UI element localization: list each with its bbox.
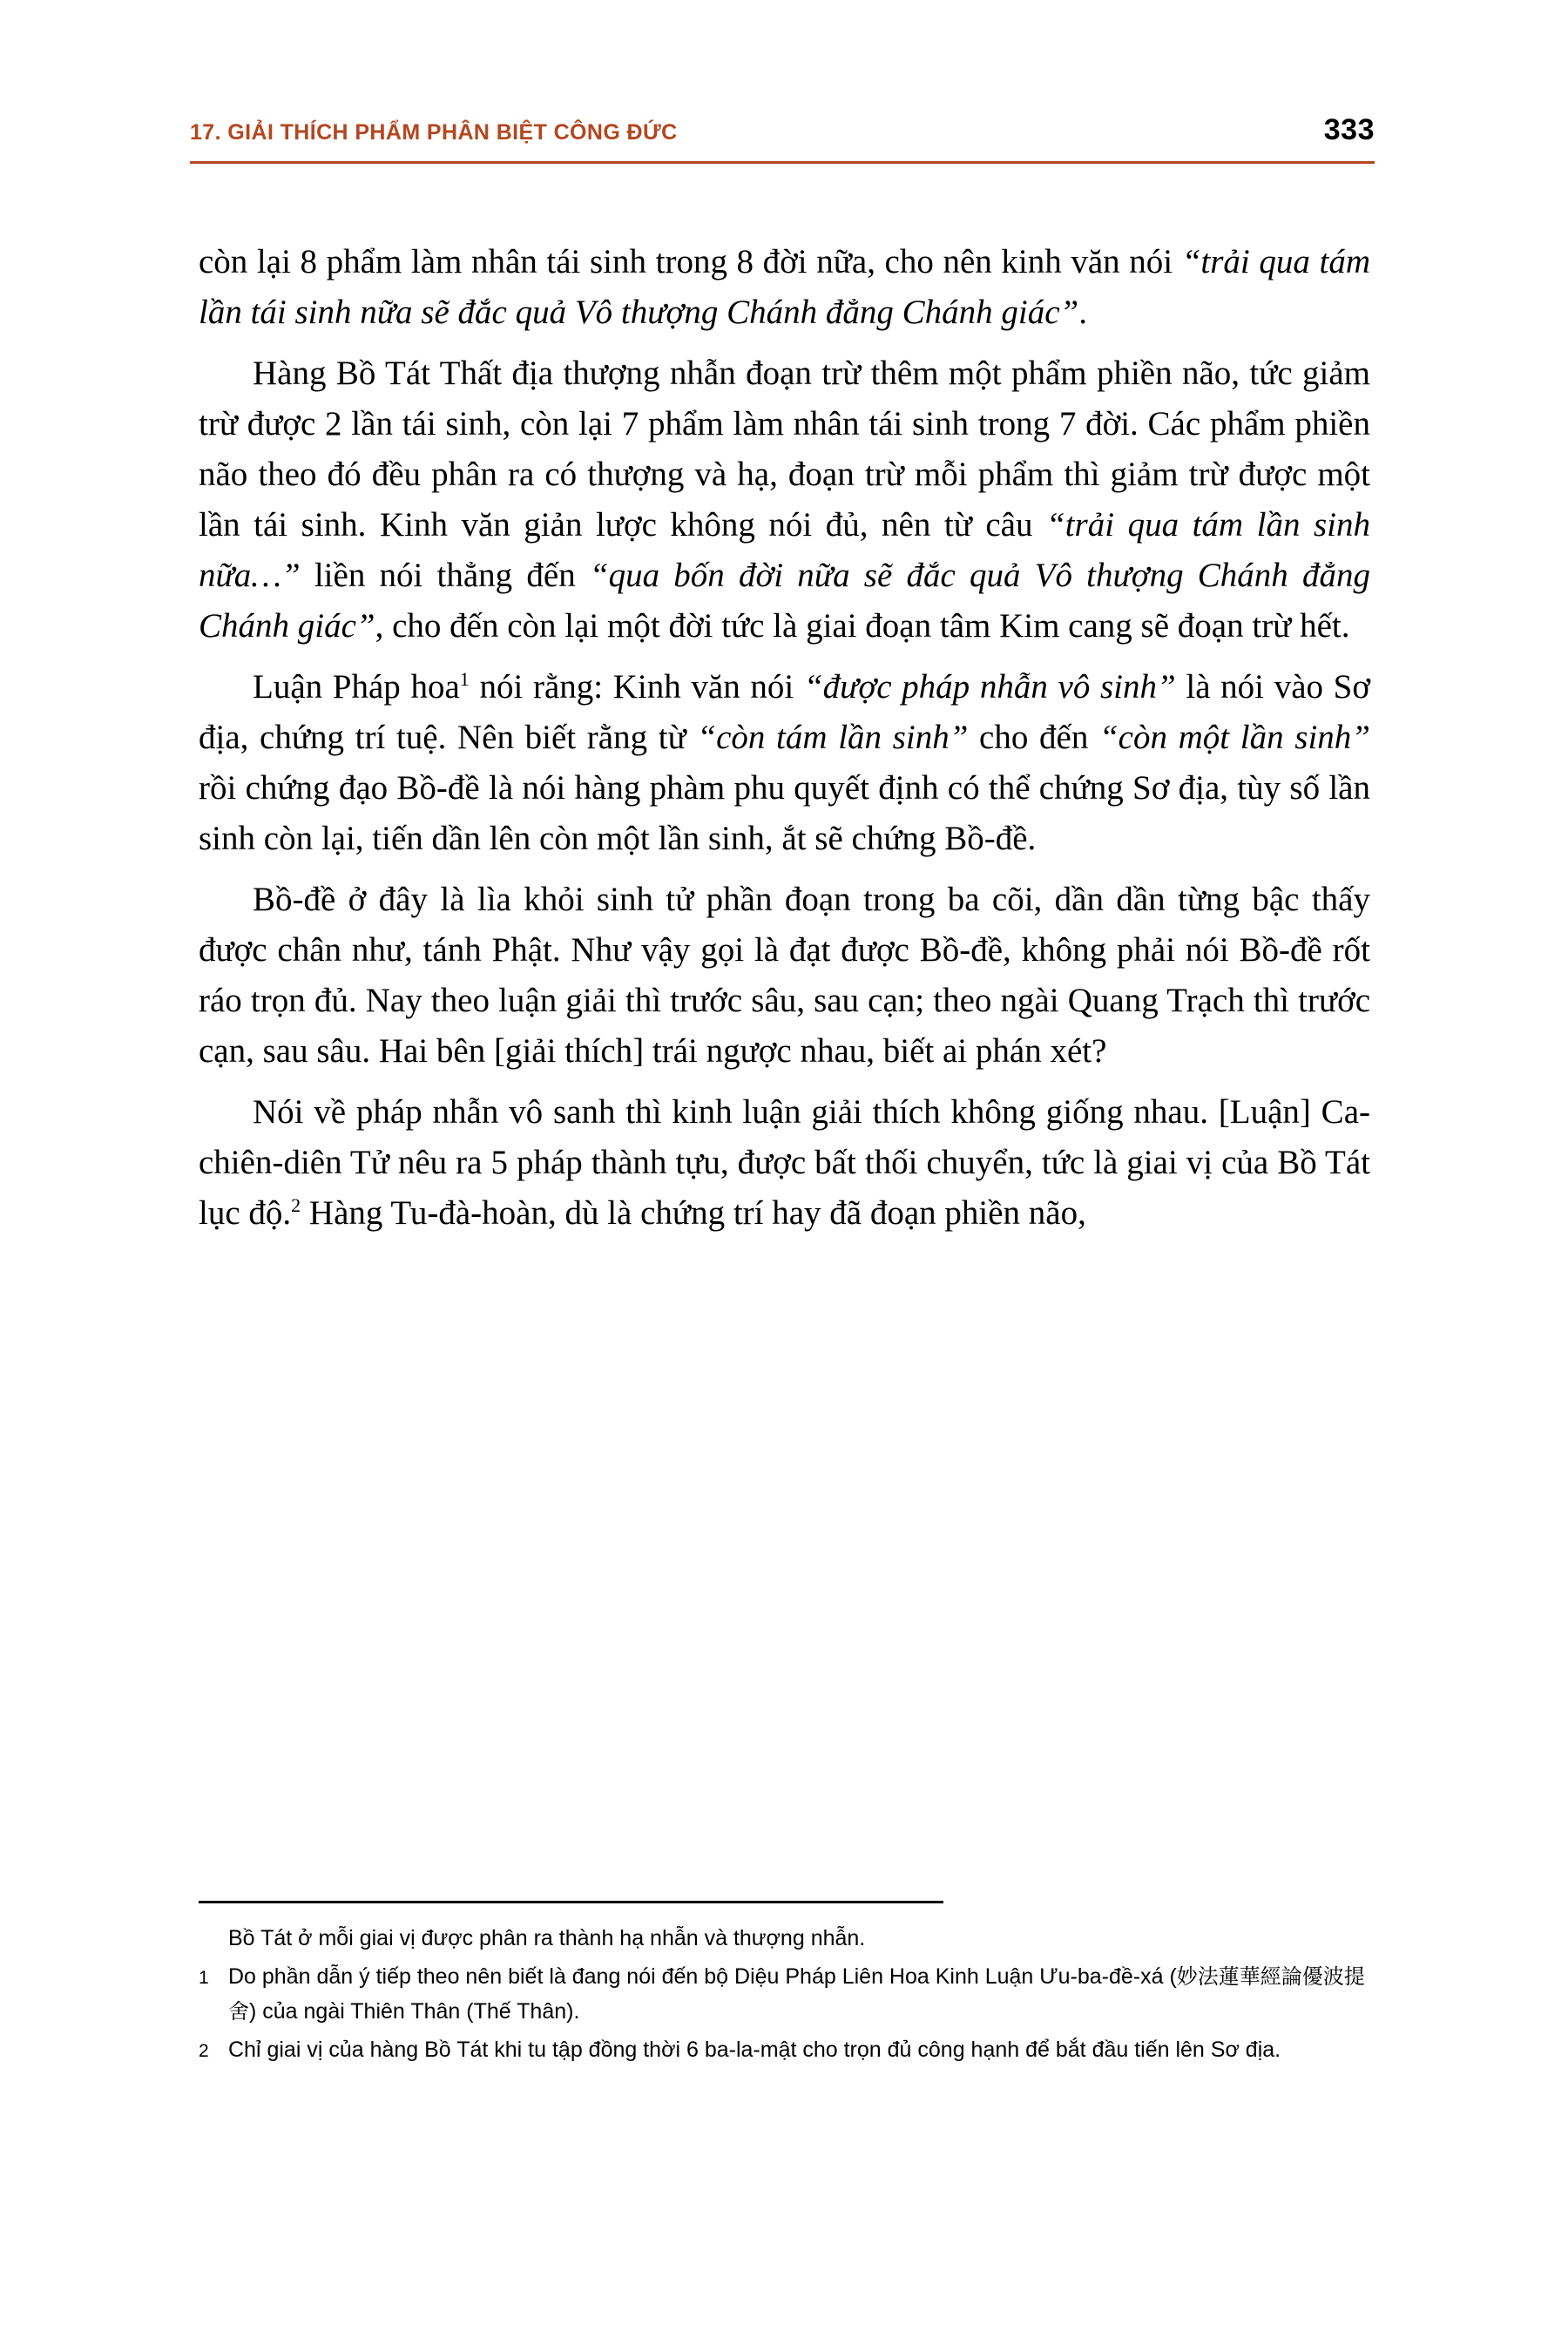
footnote-marker: 2 [199, 2041, 209, 2061]
text-run: ) của ngài Thiên Thân (Thế Thân). [249, 1999, 580, 2024]
text-run: Do phần dẫn ý tiếp theo nên biết là đang nói đến bộ Diệu Pháp Liên Hoa Kinh Luận Ưu-ba-đề-xá ( [228, 1964, 1177, 1989]
text-run: , cho đến còn lại một đời tức là giai đoạn tâm Kim cang sẽ đoạn trừ hết. [375, 607, 1350, 645]
footnote-reference: 2 [291, 1194, 301, 1216]
text-run: Hàng Bồ Tát Thất địa thượng nhẫn đoạn trừ thêm một phẩm phiền não, tức giảm trừ được 2 lần tái sinh, còn lại 7 phẩm làm nhân tái sinh trong 7 đời. Các phẩm phiền não theo đó đều phân ra có thượng và hạ, đoạn trừ mỗi phẩm thì giảm trừ được một lần tái sinh. Kinh văn giản lược không nói đủ, nên từ câu [199, 355, 1370, 544]
quoted-text: “được pháp nhẫn vô sinh” [803, 668, 1176, 706]
paragraph [199, 237, 1370, 338]
running-header-title: 17. GIẢI THÍCH PHẨM PHÂN BIỆT CÔNG ĐỨC [190, 120, 678, 145]
footnote-reference: 1 [459, 668, 470, 690]
text-run: còn lại 8 phẩm làm nhân tái sinh trong 8 đời nữa, cho nên kinh văn nói [199, 243, 1182, 280]
page-number: 333 [1323, 113, 1375, 146]
quoted-text: “qua bốn đời nữa sẽ đắc quả Vô thượng Chánh đẳng Chánh giác” [199, 557, 1370, 645]
text-run: nói rằng: Kinh văn nói [469, 668, 804, 706]
paragraph [199, 875, 1370, 1077]
text-run: cho đến [968, 719, 1099, 756]
footnote-item [199, 2032, 1370, 2069]
text-run: Luận Pháp hoa [253, 668, 460, 706]
header-divider [190, 161, 1375, 164]
footnote-text: Bồ Tát ở mỗi giai vị được phân ra thành hạ nhẫn và thượng nhẫn. [228, 1926, 866, 1950]
quoted-text: “trải qua tám lần sinh nữa…” [199, 506, 1370, 594]
text-run: . [1078, 294, 1087, 331]
text-run: Nói về pháp nhẫn vô sanh thì kinh luận giải thích không giống nhau. [Luận] Ca-chiên-diên Tử nêu ra 5 pháp thành tựu, được bất thối chuyển, tức là giai vị của Bồ Tát lục độ. [199, 1093, 1370, 1232]
text-run: Bồ-đề ở đây là lìa khỏi sinh tử phần đoạn trong ba cõi, dần dần từng bậc thấy được chân như, tánh Phật. Như vậy gọi là đạt được Bồ-đề, không phải nói Bồ-đề rốt ráo trọn đủ. Nay theo luận giải thì trước sâu, sau cạn; theo ngài Quang Trạch thì trước cạn, sau sâu. Hai bên [giải thích] trái ngược nhau, biết ai phán xét? [199, 881, 1370, 1070]
paragraph [199, 348, 1370, 652]
text-run: Hàng Tu-đà-hoàn, dù là chứng trí hay đã đoạn phiền não, [301, 1194, 1086, 1232]
text-run: liền nói thẳng đến [300, 557, 590, 594]
body-text-column [199, 237, 1370, 1249]
quoted-text: “còn một lần sinh” [1098, 719, 1370, 756]
footnote-marker: 1 [199, 1968, 209, 1988]
quoted-text: “còn tám lần sinh” [697, 719, 969, 756]
quoted-text: “trải qua tám lần tái sinh nữa sẽ đắc quả Vô thượng Chánh đẳng Chánh giác” [199, 243, 1370, 331]
running-header [190, 113, 1375, 147]
paragraph [199, 662, 1370, 864]
text-run: là nói vào Sơ địa, chứng trí tuệ. Nên biết rằng từ [199, 668, 1370, 756]
cjk-title: 妙法蓮華經論優波提舍 [228, 1964, 1365, 2024]
footnote-item [199, 1959, 1370, 2029]
footnote-item [199, 1921, 1370, 1956]
text-run: rồi chứng đạo Bồ-đề là nói hàng phàm phu quyết định có thể chứng Sơ địa, tùy số lần sinh còn lại, tiến dần lên còn một lần sinh, ắt sẽ chứng Bồ-đề. [199, 769, 1370, 857]
footnote-divider [199, 1901, 943, 1903]
footnote-block [199, 1921, 1370, 2072]
footnote-text [228, 1959, 1370, 2029]
footnote-text: Chỉ giai vị của hàng Bồ Tát khi tu tập đồng thời 6 ba-la-mật cho trọn đủ công hạnh để bắt đầu tiến lên Sơ địa. [228, 2038, 1281, 2062]
paragraph [199, 1087, 1370, 1239]
